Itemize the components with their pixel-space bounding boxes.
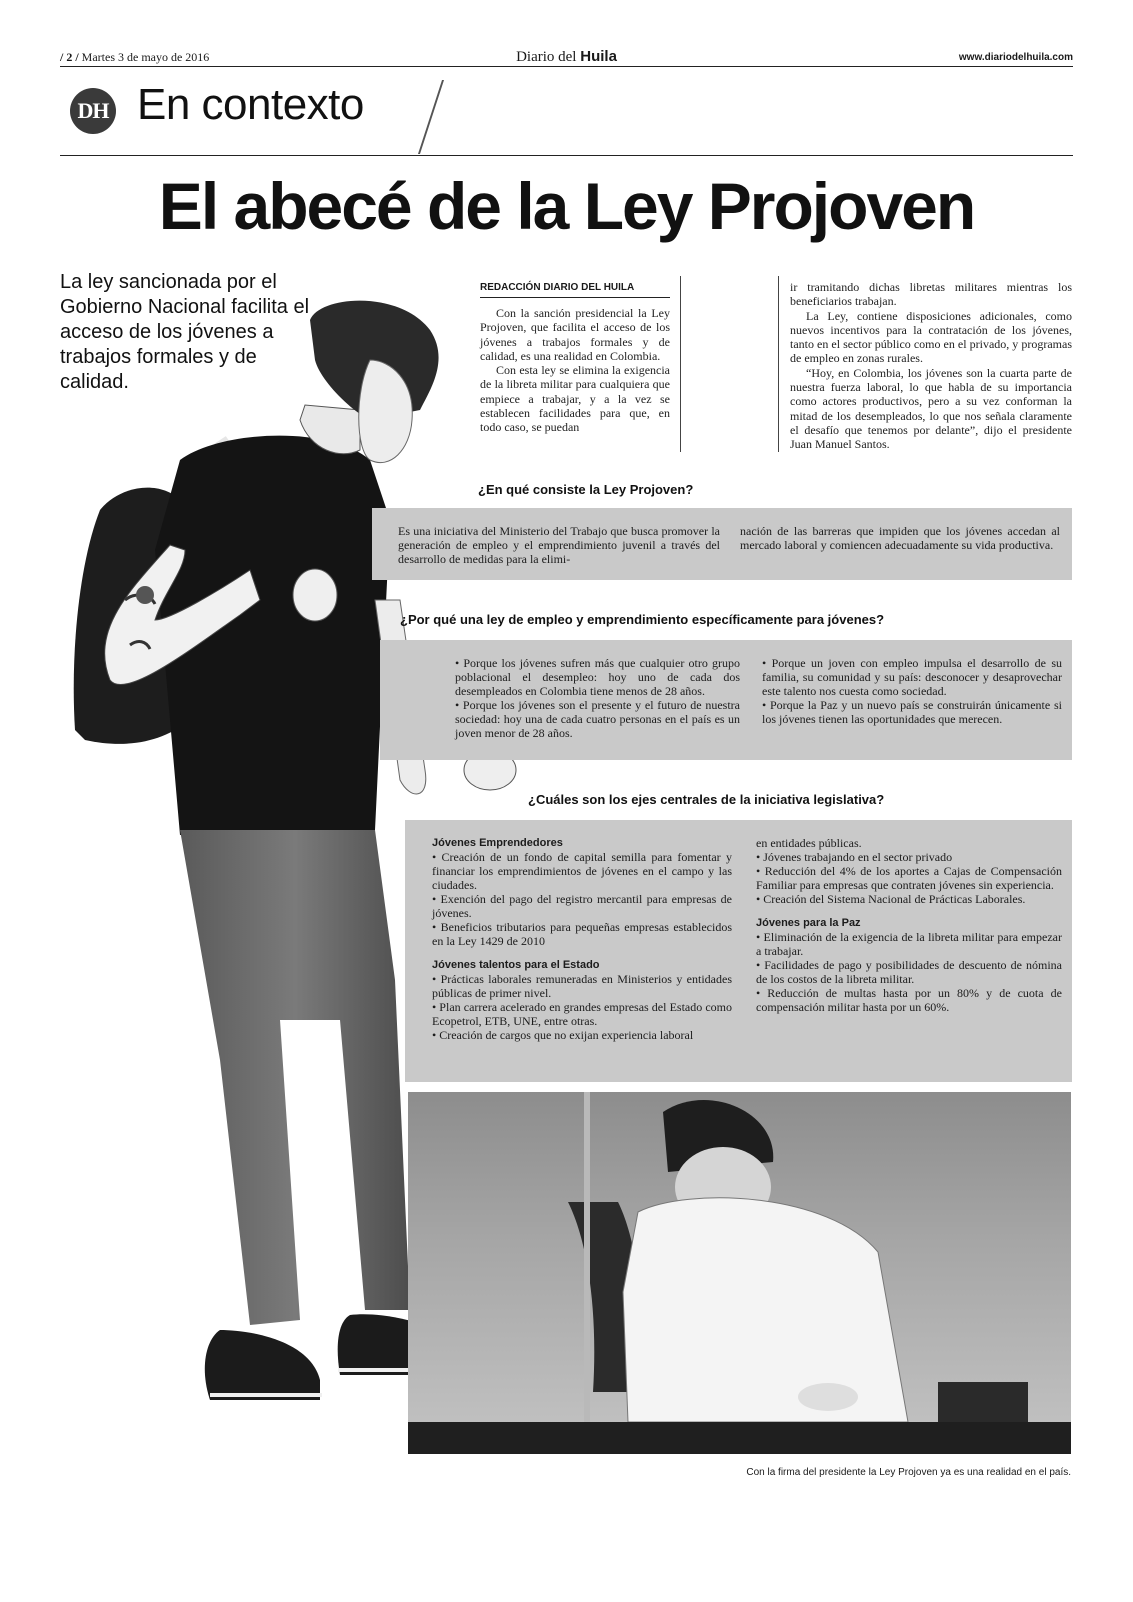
bullet-item: • Porque los jóvenes son el presente y el futuro de nuestra sociedad: hoy una de cada cuatro personas en el país es un joven menor de 28 años. [455, 698, 740, 740]
bullet-item: • Facilidades de pago y posibilidades de descuento de nómina de los costos de la libreta militar. [756, 958, 1062, 986]
question-2-heading: ¿Por qué una ley de empleo y emprendimiento específicamente para jóvenes? [400, 612, 885, 627]
article-lede: La ley sancionada por el Gobierno Nacional facilita el acceso de los jóvenes a trabajos formales y de calidad. [60, 271, 310, 393]
paragraph: Con la sanción presidencial la Ley Projoven, que facilita el acceso de los jóvenes a trabajos formales y de calidad, es una realidad en Colombia. [480, 306, 670, 363]
bullet-item: • Prácticas laborales remuneradas en Ministerios y entidades públicas de primer nivel. [432, 972, 732, 1000]
bullet-item: • Plan carrera acelerado en grandes empresas del Estado como Ecopetrol, ETB, UNE, entre otras. [432, 1000, 732, 1028]
header-rule [60, 66, 1073, 67]
question-2-left-text [455, 656, 740, 740]
bullet-item: • Reducción de multas hasta por un 80% y de cuota de compensación militar hasta por un 60%. [756, 986, 1062, 1014]
question-3-right-text [756, 836, 1062, 1014]
page-number: / 2 / [60, 50, 79, 64]
bullet-item: • Exención del pago del registro mercantil para empresas de jóvenes. [432, 892, 732, 920]
question-1-heading: ¿En qué consiste la Ley Projoven? [478, 482, 694, 497]
president-signing-image [408, 1092, 1071, 1454]
paragraph: ir tramitando dichas libretas militares mientras los beneficiarios trabajan. [790, 280, 1072, 309]
paragraph: Con esta ley se elimina la exigencia de la libreta militar para cualquiera que empiece a trabajar, y a la vez se establecen facilidades para que, en todo caso, se puedan [480, 363, 670, 435]
paper-name-bold: Huila [580, 48, 617, 65]
issue-date: Martes 3 de mayo de 2016 [81, 50, 210, 64]
bullet-item: • Eliminación de la exigencia de la libreta militar para empezar a trabajar. [756, 930, 1062, 958]
white-shirt [623, 1198, 908, 1422]
article-headline: El abecé de la Ley Projoven [158, 169, 975, 243]
bullet-item: • Porque los jóvenes sufren más que cualquier otro grupo poblacional el desempleo: hoy uno de cada dos desempleados en Colombia tiene menos de 28 años. [455, 656, 740, 698]
subhead: Jóvenes para la Paz [756, 917, 861, 929]
section-slash-divider [418, 80, 444, 154]
question-1-right-text: nación de las barreras que impiden que los jóvenes accedan al mercado laboral y comiencen adecuadamente su vida productiva. [740, 524, 1060, 552]
bullet-item: • Creación de cargos que no exijan experiencia laboral [432, 1028, 694, 1042]
question-1-left-text: Es una iniciativa del Ministerio del Trabajo que busca promover la generación de empleo y el emprendimiento juvenil a través del desarrollo de medidas para la elimi- [398, 524, 720, 566]
byline: REDACCIÓN DIARIO DEL HUILA [480, 282, 635, 293]
jeans [180, 830, 410, 1325]
section-rule [60, 155, 1073, 156]
website-url[interactable]: www.diariodelhuila.com [958, 52, 1073, 63]
bullet-item: • Porque la Paz y un nuevo país se construirán únicamente si los jóvenes tienen las oportunidades que merecen. [762, 698, 1062, 726]
subhead: Jóvenes talentos para el Estado [432, 959, 600, 971]
bullet-item: • Beneficios tributarios para pequeñas empresas establecidos en la Ley 1429 de 2010 [432, 920, 732, 948]
paragraph: La Ley, contiene disposiciones adicionales, como nuevos incentivos para la contratación de los jóvenes, tanto en el sector público como en el privado, y programas de empleo en zonas rurales. [790, 308, 1072, 366]
article-column-2 [790, 280, 1072, 452]
subhead: Jóvenes Emprendedores [432, 837, 563, 849]
question-2-right-text [762, 656, 1062, 726]
dh-logo: DH [70, 88, 116, 134]
section-title: En contexto [137, 80, 364, 129]
left-sneaker [205, 1330, 320, 1400]
bullet-item: • Jóvenes trabajando en el sector privado [756, 850, 953, 864]
paper-name-light: Diario del [516, 49, 577, 65]
byline-rule [480, 297, 670, 298]
bullet-item: en entidades públicas. [756, 836, 862, 850]
article-column-1 [480, 306, 670, 435]
bullet-item: • Porque un joven con empleo impulsa el desarrollo de su familia, su comunidad y su país: desconocer y desaprovechar este talento nos cuesta como sociedad. [762, 656, 1062, 698]
bullet-item: • Creación de un fondo de capital semilla para fomentar y financiar los emprendimientos de jóvenes en el campo y las ciudades. [432, 850, 732, 892]
column-divider [778, 276, 779, 452]
signing-photo [408, 1092, 1071, 1454]
question-3-left-text [432, 832, 732, 1042]
photo-caption: Con la firma del presidente la Ley Projoven ya es una realidad en el país. [746, 1467, 1071, 1478]
paragraph: “Hoy, en Colombia, los jóvenes son la cuarta parte de nuestra fuerza laboral, lo que habla de su importancia como actores productivos, pero a su vez conforman la mitad de los desempleados, lo que nos señala claramente el desafío que tenemos por delante”, dijo el presidente Juan Manuel Santos. [790, 365, 1072, 452]
bullet-item: • Creación del Sistema Nacional de Prácticas Laborales. [756, 892, 1026, 906]
question-3-heading: ¿Cuáles son los ejes centrales de la iniciativa legislativa? [528, 792, 885, 807]
column-divider [680, 276, 681, 452]
bullet-item: • Reducción del 4% de los aportes a Cajas de Compensación Familiar para empresas que contraten jóvenes sin experiencia. [756, 864, 1062, 892]
